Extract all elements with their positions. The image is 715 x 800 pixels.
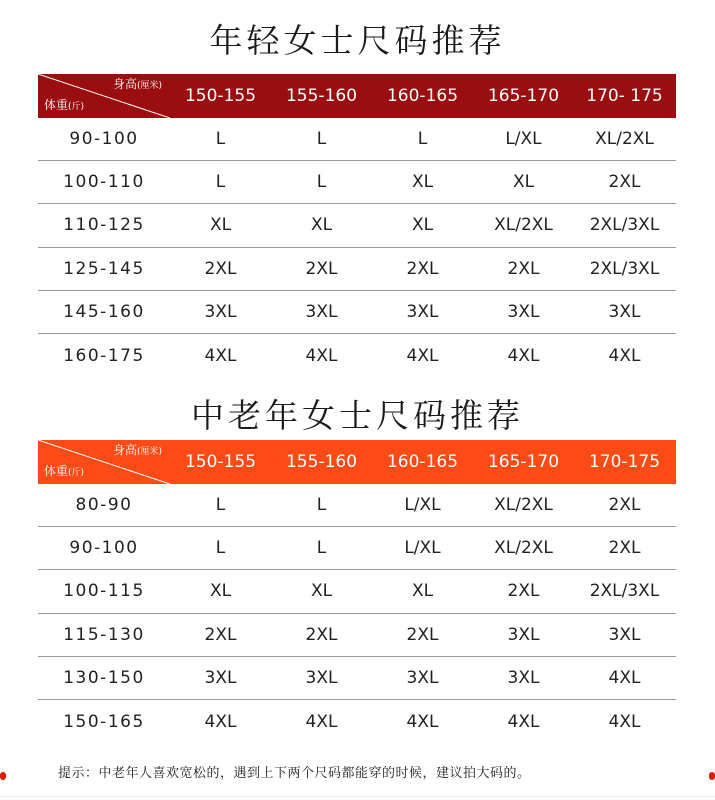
- height-header: 160-165: [386, 86, 459, 106]
- size-cell: 2XL: [305, 258, 338, 279]
- size-cell: 3XL: [305, 301, 338, 322]
- height-header: 155-160: [285, 86, 358, 106]
- table-row: [38, 570, 676, 613]
- size-cell: 2XL: [406, 624, 439, 645]
- young-table-header: [38, 74, 676, 118]
- size-cell: L/XL: [404, 495, 441, 516]
- header-corner-cell: [38, 74, 170, 118]
- size-cell: 4XL: [305, 711, 338, 732]
- height-header: 165-170: [487, 452, 560, 472]
- size-cell: 2XL: [204, 624, 237, 645]
- size-cell: L: [215, 538, 226, 559]
- size-cell: XL/2XL: [494, 215, 553, 236]
- size-cell: 3XL: [608, 624, 641, 645]
- size-cell: 4XL: [608, 667, 641, 688]
- weight-range-cell: 150-165: [63, 711, 145, 732]
- size-cell: 3XL: [406, 667, 439, 688]
- size-cell: XL: [209, 215, 232, 236]
- weight-range-cell: 145-160: [63, 301, 145, 322]
- size-cell: L: [316, 172, 327, 193]
- young-section-title: 年轻女士尺码推荐: [209, 21, 506, 60]
- size-cell: L: [316, 538, 327, 559]
- table-row: [38, 118, 676, 161]
- size-cell: L: [417, 129, 428, 150]
- table-row: [38, 700, 676, 743]
- size-cell: XL: [310, 581, 333, 602]
- elder-table-body: [38, 484, 676, 743]
- height-axis-label: 身高(厘米): [112, 77, 162, 91]
- table-row: [38, 248, 676, 291]
- height-header: 165-170: [487, 86, 560, 106]
- table-row: [38, 334, 676, 377]
- size-cell: 3XL: [507, 624, 540, 645]
- height-header: 160-165: [386, 452, 459, 472]
- size-cell: L: [316, 495, 327, 516]
- table-row: [38, 291, 676, 334]
- size-cell: 2XL/3XL: [589, 215, 660, 236]
- height-header: 170- 175: [586, 86, 663, 106]
- size-cell: 4XL: [204, 711, 237, 732]
- size-cell: 2XL: [507, 581, 540, 602]
- size-cell: 2XL: [507, 258, 540, 279]
- height-header: 150-155: [184, 452, 257, 472]
- height-header: 155-160: [285, 452, 358, 472]
- size-cell: 2XL: [406, 258, 439, 279]
- table-row: [38, 527, 676, 570]
- table-row: [38, 204, 676, 247]
- size-cell: 4XL: [204, 345, 237, 366]
- size-cell: 2XL: [608, 495, 641, 516]
- header-corner-cell: [38, 440, 170, 484]
- size-cell: XL: [411, 172, 434, 193]
- weight-range-cell: 115-130: [63, 624, 145, 645]
- elder-size-table: [38, 440, 676, 743]
- weight-axis-label: 体重(斤): [44, 464, 85, 478]
- size-cell: 3XL: [507, 667, 540, 688]
- table-row: [38, 161, 676, 204]
- weight-range-cell: 90-100: [69, 538, 139, 559]
- size-tip-note: 提示：中老年人喜欢宽松的，遇到上下两个尺码都能穿的时候，建议拍大码的。: [58, 766, 531, 781]
- weight-range-cell: 125-145: [63, 258, 145, 279]
- size-cell: 3XL: [204, 301, 237, 322]
- size-cell: 3XL: [406, 301, 439, 322]
- size-cell: L: [316, 129, 327, 150]
- size-cell: 4XL: [507, 345, 540, 366]
- weight-range-cell: 160-175: [63, 345, 145, 366]
- size-cell: 3XL: [204, 667, 237, 688]
- table-row: [38, 614, 676, 657]
- size-cell: 4XL: [608, 711, 641, 732]
- size-cell: 2XL: [608, 538, 641, 559]
- size-cell: 4XL: [406, 345, 439, 366]
- decorative-edge-mark: [0, 772, 6, 780]
- size-cell: 3XL: [507, 301, 540, 322]
- size-cell: XL/2XL: [494, 495, 553, 516]
- size-cell: 3XL: [608, 301, 641, 322]
- weight-range-cell: 80-90: [75, 495, 133, 516]
- height-header: 170-175: [588, 452, 661, 472]
- weight-range-cell: 90-100: [69, 129, 139, 150]
- size-cell: 2XL: [204, 258, 237, 279]
- size-cell: XL: [512, 172, 535, 193]
- size-cell: XL: [411, 581, 434, 602]
- young-table-body: [38, 118, 676, 377]
- size-cell: 3XL: [305, 667, 338, 688]
- size-cell: 2XL/3XL: [589, 258, 660, 279]
- size-cell: 2XL/3XL: [589, 581, 660, 602]
- size-cell: 4XL: [507, 711, 540, 732]
- weight-range-cell: 110-125: [63, 215, 145, 236]
- height-axis-label: 身高(厘米): [112, 443, 162, 457]
- weight-range-cell: 100-110: [63, 172, 145, 193]
- weight-range-cell: 100-115: [63, 581, 145, 602]
- size-cell: 4XL: [608, 345, 641, 366]
- elder-table-header: [38, 440, 676, 484]
- size-cell: XL/2XL: [595, 129, 654, 150]
- size-cell: 2XL: [305, 624, 338, 645]
- young-size-table: [38, 74, 676, 377]
- bottom-divider: [0, 796, 715, 797]
- size-cell: L/XL: [505, 129, 542, 150]
- size-cell: L: [215, 172, 226, 193]
- table-row: [38, 657, 676, 700]
- table-row: [38, 484, 676, 527]
- size-cell: XL: [411, 215, 434, 236]
- size-cell: 4XL: [406, 711, 439, 732]
- size-cell: XL: [310, 215, 333, 236]
- height-header: 150-155: [184, 86, 257, 106]
- size-cell: 4XL: [305, 345, 338, 366]
- size-cell: XL: [209, 581, 232, 602]
- size-cell: L: [215, 495, 226, 516]
- size-cell: XL/2XL: [494, 538, 553, 559]
- elder-section-title: 中老年女士尺码推荐: [191, 396, 524, 435]
- weight-range-cell: 130-150: [63, 667, 145, 688]
- weight-axis-label: 体重(斤): [44, 98, 85, 112]
- decorative-edge-mark: [709, 772, 715, 780]
- size-cell: L: [215, 129, 226, 150]
- size-cell: L/XL: [404, 538, 441, 559]
- size-cell: 2XL: [608, 172, 641, 193]
